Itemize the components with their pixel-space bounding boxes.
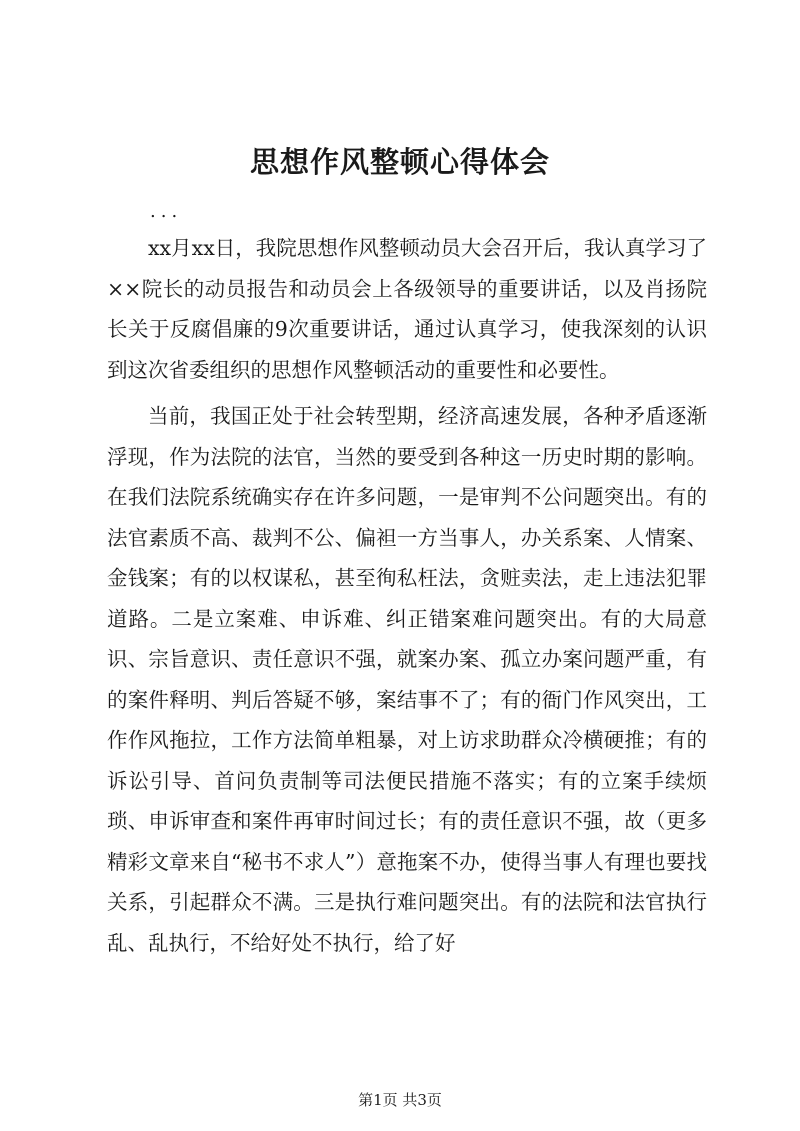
page-number-footer: 第1页 共3页: [358, 1091, 442, 1109]
document-body: [107, 228, 707, 969]
paragraph-1: xx月xx日，我院思想作风整顿动员大会召开后，我认真学习了××院长的动员报告和动员会上各级领导的重要讲话，以及肖扬院长关于反腐倡廉的9次重要讲话，通过认真学习，使我深刻的认识到这次省委组织的思想作风整顿活动的重要性和必要性。: [107, 236, 707, 382]
paragraph-2: 当前，我国正处于社会转型期，经济高速发展，各种矛盾逐渐浮现，作为法院的法官，当然的要受到各种这一历史时期的影响。在我们法院系统确实存在许多问题，一是审判不公问题突出。有的法官素质不高、裁判不公、偏袒一方当事人，办关系案、人情案、金钱案；有的以权谋私，甚至徇私枉法，贪赃卖法，走上违法犯罪道路。二是立案难、申诉难、纠正错案难问题突出。有的大局意识、宗旨意识、责任意识不强，就案办案、孤立办案问题严重，有的案件释明、判后答疑不够，案结事不了；有的衙门作风突出，工作作风拖拉，工作方法简单粗暴，对上访求助群众冷横硬推；有的诉讼引导、首问负责制等司法便民措施不落实；有的立案手续烦琐、申诉审查和案件再审时间过长；有的责任意识不强，故（更多精彩文章来自“秘书不求人”）意拖案不办，使得当事人有理也要找关系，引起群众不满。三是执行难问题突出。有的法院和法官执行乱、乱执行，不给好处不执行，给了好: [107, 404, 707, 955]
ellipsis-marker: ...: [150, 201, 183, 222]
document-title: 思想作风整顿心得体会: [249, 145, 550, 179]
